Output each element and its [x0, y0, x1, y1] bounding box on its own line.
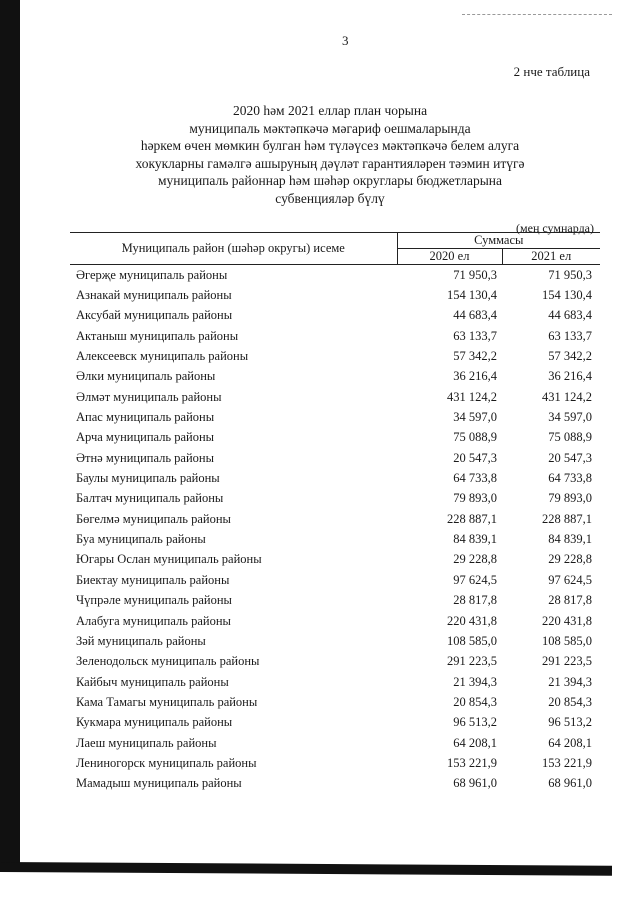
value-2021: 20 854,3 — [548, 694, 592, 709]
title-line: субвенцияләр бүлү — [275, 190, 385, 206]
district-name: Азнакай муниципаль районы — [76, 288, 232, 303]
value-2020: 57 342,2 — [453, 349, 497, 364]
table-row — [70, 692, 600, 712]
district-name: Буа муниципаль районы — [76, 532, 206, 547]
value-2020: 154 130,4 — [447, 288, 497, 303]
value-2021: 96 513,2 — [548, 715, 592, 730]
scan-dash-line — [462, 14, 612, 15]
document-title — [110, 102, 550, 208]
value-2020: 431 124,2 — [447, 389, 497, 404]
title-line: муниципаль районнар һәм шәһәр округлары бюджетларына — [157, 173, 502, 189]
table-row — [70, 611, 600, 631]
value-2021: 153 221,9 — [542, 755, 592, 770]
table-label: 2 нче таблица — [513, 64, 590, 79]
district-name: Биектау муниципаль районы — [76, 572, 230, 587]
value-2020: 228 887,1 — [447, 511, 497, 526]
district-name: Кама Тамагы муниципаль районы — [76, 694, 258, 709]
table-row — [70, 489, 600, 509]
value-2020: 64 208,1 — [453, 735, 497, 750]
district-name: Баулы муниципаль районы — [76, 471, 220, 486]
value-2020: 153 221,9 — [447, 755, 497, 770]
table-row — [70, 753, 600, 773]
district-name: Әлмәт муниципаль районы — [76, 389, 222, 404]
subvention-table — [70, 232, 600, 794]
title-line: муниципаль мәктәпкәчә мәгариф оешмаларында — [189, 120, 471, 136]
value-2021: 28 817,8 — [548, 593, 592, 608]
district-name: Аксубай муниципаль районы — [76, 308, 233, 323]
table-row — [70, 265, 600, 286]
table-row — [70, 713, 600, 733]
table-row — [70, 509, 600, 529]
value-2020: 44 683,4 — [453, 308, 497, 323]
district-name: Чүпрәле муниципаль районы — [76, 593, 232, 608]
table-body — [70, 265, 600, 794]
district-name: Лениногорск муниципаль районы — [76, 755, 257, 770]
title-line: 2020 һәм 2021 еллар план чорына — [232, 103, 428, 118]
value-2020: 96 513,2 — [453, 715, 497, 730]
district-name: Балтач муниципаль районы — [76, 491, 224, 506]
unit-note: (мең сумнарда) — [516, 221, 594, 235]
value-2021: 220 431,8 — [542, 613, 592, 628]
value-2021: 29 228,8 — [548, 552, 592, 567]
table-row — [70, 672, 600, 692]
table-row — [70, 733, 600, 753]
value-2021: 154 130,4 — [542, 288, 592, 303]
value-2020: 108 585,0 — [447, 633, 497, 648]
value-2021: 44 683,4 — [548, 308, 592, 323]
value-2020: 21 394,3 — [453, 674, 497, 689]
value-2020: 291 223,5 — [447, 654, 497, 669]
table-row — [70, 570, 600, 590]
value-2021: 108 585,0 — [542, 633, 592, 648]
value-2020: 68 961,0 — [453, 776, 497, 791]
district-name: Алексеевск муниципаль районы — [76, 349, 249, 364]
value-2020: 34 597,0 — [453, 410, 497, 425]
value-2021: 97 624,5 — [548, 572, 592, 587]
table-row — [70, 448, 600, 468]
value-2021: 228 887,1 — [542, 511, 592, 526]
value-2021: 63 133,7 — [548, 328, 592, 343]
column-header-2021: 2021 ел — [502, 249, 600, 265]
value-2020: 97 624,5 — [453, 572, 497, 587]
table-row — [70, 285, 600, 305]
page-number: 3 — [342, 33, 349, 48]
value-2020: 63 133,7 — [453, 328, 497, 343]
value-2021: 84 839,1 — [548, 532, 592, 547]
value-2021: 34 597,0 — [548, 410, 592, 425]
value-2021: 57 342,2 — [548, 349, 592, 364]
district-name: Әгерҗе муниципаль районы — [76, 267, 228, 282]
district-name: Кукмара муниципаль районы — [76, 715, 233, 730]
table-row — [70, 428, 600, 448]
title-line: һәркем өчен мөмкин булган һәм түләүсез мәктәпкәчә белем алуга — [140, 138, 520, 154]
scan-edge-bottom — [0, 862, 612, 876]
value-2021: 36 216,4 — [548, 369, 592, 384]
district-name: Лаеш муниципаль районы — [76, 735, 217, 750]
table-row — [70, 346, 600, 366]
table-row — [70, 652, 600, 672]
column-header-name: Муниципаль район (шәһәр округы) исеме — [70, 233, 397, 265]
table-row — [70, 774, 600, 794]
district-name: Югары Ослан муниципаль районы — [76, 552, 262, 567]
district-name: Актаныш муниципаль районы — [76, 328, 239, 343]
district-name: Әлки муниципаль районы — [76, 369, 216, 384]
table-row — [70, 306, 600, 326]
column-header-2020: 2020 ел — [397, 249, 502, 265]
value-2021: 64 733,8 — [548, 471, 592, 486]
value-2021: 68 961,0 — [548, 776, 592, 791]
value-2021: 291 223,5 — [542, 654, 592, 669]
value-2020: 220 431,8 — [447, 613, 497, 628]
value-2020: 28 817,8 — [453, 593, 497, 608]
value-2020: 84 839,1 — [453, 532, 497, 547]
district-name: Апас муниципаль районы — [76, 410, 215, 425]
value-2020: 71 950,3 — [453, 267, 497, 282]
district-name: Зеленодольск муниципаль районы — [76, 654, 260, 669]
value-2020: 64 733,8 — [453, 471, 497, 486]
scan-edge-left — [0, 0, 20, 870]
table-row — [70, 631, 600, 651]
district-name: Мамадыш муниципаль районы — [76, 776, 242, 791]
district-name: Кайбыч муниципаль районы — [76, 674, 229, 689]
table-row — [70, 326, 600, 346]
value-2021: 64 208,1 — [548, 735, 592, 750]
value-2021: 71 950,3 — [548, 267, 592, 282]
value-2020: 36 216,4 — [453, 369, 497, 384]
table-row — [70, 591, 600, 611]
column-header-sum: Суммасы — [397, 233, 600, 249]
value-2020: 79 893,0 — [453, 491, 497, 506]
value-2021: 79 893,0 — [548, 491, 592, 506]
district-name: Зәй муниципаль районы — [76, 633, 206, 648]
district-name: Алабуга муниципаль районы — [76, 613, 231, 628]
table-row — [70, 529, 600, 549]
district-name: Әтнә муниципаль районы — [76, 450, 215, 465]
title-line: хокукларны гамәлгә ашыруның дәүләт гарантияләрен тәэмин итүгә — [135, 155, 525, 171]
table-row — [70, 550, 600, 570]
value-2020: 75 088,9 — [453, 430, 497, 445]
table-row — [70, 367, 600, 387]
table-row — [70, 387, 600, 407]
value-2021: 431 124,2 — [542, 389, 592, 404]
table-row — [70, 407, 600, 427]
value-2020: 29 228,8 — [453, 552, 497, 567]
district-name: Бөгелмә муниципаль районы — [76, 511, 231, 526]
district-name: Арча муниципаль районы — [76, 430, 215, 445]
value-2021: 20 547,3 — [548, 450, 592, 465]
value-2021: 75 088,9 — [548, 430, 592, 445]
table-row — [70, 468, 600, 488]
value-2020: 20 854,3 — [453, 694, 497, 709]
value-2021: 21 394,3 — [548, 674, 592, 689]
value-2020: 20 547,3 — [453, 450, 497, 465]
